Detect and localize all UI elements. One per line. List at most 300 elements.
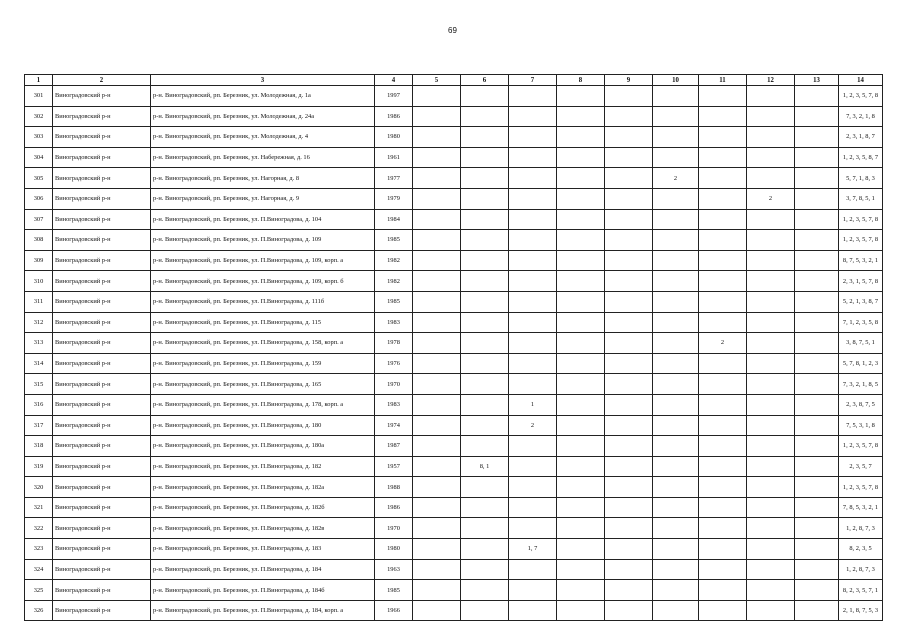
table-cell bbox=[413, 291, 461, 312]
table-cell bbox=[461, 374, 509, 395]
table-cell: 1, 2, 3, 5, 8, 7 bbox=[839, 147, 883, 168]
data-table bbox=[24, 74, 883, 621]
table-cell: Виноградовский р-н bbox=[53, 559, 151, 580]
table-cell: р-н. Виноградовский, рп. Березник, ул. П.Виноградова, д. 165 bbox=[151, 374, 375, 395]
table-cell bbox=[461, 477, 509, 498]
table-cell bbox=[605, 250, 653, 271]
table-cell bbox=[699, 477, 747, 498]
table-cell bbox=[413, 518, 461, 539]
table-cell bbox=[795, 539, 839, 560]
table-cell bbox=[653, 600, 699, 621]
table-cell bbox=[413, 230, 461, 251]
table-cell: 1984 bbox=[375, 209, 413, 230]
table-cell: р-н. Виноградовский, рп. Березник, ул. Нагорная, д. 8 bbox=[151, 168, 375, 189]
column-header: 6 bbox=[461, 75, 509, 86]
table-cell bbox=[605, 230, 653, 251]
column-header: 5 bbox=[413, 75, 461, 86]
table-cell bbox=[605, 415, 653, 436]
table-cell: 1966 bbox=[375, 600, 413, 621]
table-cell bbox=[557, 580, 605, 601]
table-cell bbox=[413, 497, 461, 518]
table-cell bbox=[461, 353, 509, 374]
table-cell bbox=[795, 209, 839, 230]
column-header: 9 bbox=[605, 75, 653, 86]
table-cell bbox=[461, 271, 509, 292]
table-cell bbox=[413, 86, 461, 107]
table-row bbox=[25, 456, 883, 477]
table-cell: р-н. Виноградовский, рп. Березник, ул. П.Виноградова, д. 180 bbox=[151, 415, 375, 436]
table-cell bbox=[653, 291, 699, 312]
table-cell: 2 bbox=[509, 415, 557, 436]
table-cell: 306 bbox=[25, 188, 53, 209]
table-cell: Виноградовский р-н bbox=[53, 230, 151, 251]
table-cell bbox=[747, 374, 795, 395]
table-cell bbox=[653, 518, 699, 539]
table-cell bbox=[795, 580, 839, 601]
table-cell bbox=[461, 188, 509, 209]
table-cell bbox=[747, 230, 795, 251]
table-cell bbox=[509, 312, 557, 333]
table-cell: Виноградовский р-н bbox=[53, 250, 151, 271]
table-cell: р-н. Виноградовский, рп. Березник, ул. П.Виноградова, д. 111б bbox=[151, 291, 375, 312]
table-cell bbox=[653, 580, 699, 601]
table-cell bbox=[747, 127, 795, 148]
table-cell: 1, 2, 8, 7, 3 bbox=[839, 518, 883, 539]
table-row bbox=[25, 436, 883, 457]
table-cell: 326 bbox=[25, 600, 53, 621]
table-cell bbox=[557, 147, 605, 168]
column-header: 8 bbox=[557, 75, 605, 86]
table-cell: 7, 3, 2, 1, 8 bbox=[839, 106, 883, 127]
table-cell bbox=[509, 518, 557, 539]
table-cell bbox=[653, 147, 699, 168]
table-cell bbox=[509, 106, 557, 127]
table-cell bbox=[461, 168, 509, 189]
column-header: 14 bbox=[839, 75, 883, 86]
table-cell bbox=[653, 374, 699, 395]
table-cell bbox=[509, 580, 557, 601]
table-cell bbox=[509, 168, 557, 189]
table-cell: 5, 7, 8, 1, 2, 3 bbox=[839, 353, 883, 374]
table-cell bbox=[461, 518, 509, 539]
table-cell: 1985 bbox=[375, 580, 413, 601]
table-cell: Виноградовский р-н bbox=[53, 497, 151, 518]
table-cell: 7, 8, 5, 3, 2, 1 bbox=[839, 497, 883, 518]
table-cell bbox=[605, 168, 653, 189]
table-cell bbox=[699, 600, 747, 621]
table-cell: 8, 2, 3, 5, 7, 1 bbox=[839, 580, 883, 601]
table-cell bbox=[699, 436, 747, 457]
table-cell bbox=[605, 127, 653, 148]
table-cell: Виноградовский р-н bbox=[53, 353, 151, 374]
table-cell: 1 bbox=[509, 394, 557, 415]
table-cell: р-н. Виноградовский, рп. Березник, ул. П.Виноградова, д. 115 bbox=[151, 312, 375, 333]
table-cell: 1985 bbox=[375, 230, 413, 251]
table-cell bbox=[699, 188, 747, 209]
table-cell bbox=[795, 353, 839, 374]
table-row bbox=[25, 600, 883, 621]
table-cell bbox=[699, 86, 747, 107]
table-cell bbox=[747, 394, 795, 415]
table-cell: р-н. Виноградовский, рп. Березник, ул. П.Виноградова, д. 178, корп. а bbox=[151, 394, 375, 415]
table-cell bbox=[795, 333, 839, 354]
table-cell: р-н. Виноградовский, рп. Березник, ул. Молодежная, д. 4 bbox=[151, 127, 375, 148]
table-cell bbox=[413, 456, 461, 477]
table-cell bbox=[605, 600, 653, 621]
table-cell bbox=[699, 168, 747, 189]
table-row bbox=[25, 188, 883, 209]
table-cell: 312 bbox=[25, 312, 53, 333]
table-cell bbox=[795, 394, 839, 415]
table-row bbox=[25, 106, 883, 127]
table-cell bbox=[509, 188, 557, 209]
table-cell: 307 bbox=[25, 209, 53, 230]
table-cell bbox=[461, 333, 509, 354]
table-cell bbox=[699, 559, 747, 580]
table-cell: 1997 bbox=[375, 86, 413, 107]
table-cell bbox=[557, 374, 605, 395]
table-cell: Виноградовский р-н bbox=[53, 518, 151, 539]
table-cell: Виноградовский р-н bbox=[53, 271, 151, 292]
table-cell bbox=[699, 497, 747, 518]
table-cell: 1970 bbox=[375, 518, 413, 539]
table-cell: 2, 3, 8, 7, 5 bbox=[839, 394, 883, 415]
table-cell bbox=[413, 600, 461, 621]
table-cell bbox=[509, 86, 557, 107]
table-cell bbox=[509, 353, 557, 374]
table-cell: р-н. Виноградовский, рп. Березник, ул. П.Виноградова, д. 159 bbox=[151, 353, 375, 374]
table-cell bbox=[653, 106, 699, 127]
table-cell bbox=[509, 209, 557, 230]
table-row bbox=[25, 415, 883, 436]
table-cell bbox=[747, 477, 795, 498]
table-cell bbox=[747, 497, 795, 518]
column-header: 1 bbox=[25, 75, 53, 86]
table-cell: р-н. Виноградовский, рп. Березник, ул. П.Виноградова, д. 184, корп. а bbox=[151, 600, 375, 621]
table-cell bbox=[747, 456, 795, 477]
table-cell bbox=[413, 477, 461, 498]
table-cell bbox=[653, 497, 699, 518]
table-cell: 317 bbox=[25, 415, 53, 436]
column-header: 11 bbox=[699, 75, 747, 86]
table-cell: 320 bbox=[25, 477, 53, 498]
table-cell bbox=[461, 86, 509, 107]
table-cell bbox=[605, 86, 653, 107]
table-cell: 2 bbox=[653, 168, 699, 189]
table-cell: Виноградовский р-н bbox=[53, 436, 151, 457]
table-cell: Виноградовский р-н bbox=[53, 127, 151, 148]
table-cell bbox=[605, 539, 653, 560]
table-cell bbox=[557, 477, 605, 498]
table-row bbox=[25, 127, 883, 148]
table-row bbox=[25, 374, 883, 395]
table-cell bbox=[605, 106, 653, 127]
table-cell: 322 bbox=[25, 518, 53, 539]
table-cell: 1, 2, 3, 5, 7, 8 bbox=[839, 230, 883, 251]
table-cell bbox=[413, 374, 461, 395]
table-cell bbox=[653, 86, 699, 107]
table-cell bbox=[653, 127, 699, 148]
table-cell: 2, 3, 1, 8, 7 bbox=[839, 127, 883, 148]
table-cell: 316 bbox=[25, 394, 53, 415]
table-row bbox=[25, 168, 883, 189]
table-cell bbox=[509, 477, 557, 498]
table-cell bbox=[557, 188, 605, 209]
table-cell bbox=[557, 456, 605, 477]
table-cell bbox=[653, 477, 699, 498]
table-cell bbox=[557, 127, 605, 148]
table-cell bbox=[605, 497, 653, 518]
table-cell: Виноградовский р-н bbox=[53, 374, 151, 395]
table-cell bbox=[795, 477, 839, 498]
table-cell: Виноградовский р-н bbox=[53, 86, 151, 107]
table-cell bbox=[557, 333, 605, 354]
table-cell: р-н. Виноградовский, рп. Березник, ул. П.Виноградова, д. 180а bbox=[151, 436, 375, 457]
table-row bbox=[25, 394, 883, 415]
table-cell bbox=[653, 436, 699, 457]
table-cell bbox=[605, 291, 653, 312]
table-cell: 1976 bbox=[375, 353, 413, 374]
table-cell: 325 bbox=[25, 580, 53, 601]
table-cell bbox=[699, 271, 747, 292]
table-row bbox=[25, 477, 883, 498]
table-cell bbox=[557, 312, 605, 333]
table-cell: 1, 2, 3, 5, 7, 8 bbox=[839, 436, 883, 457]
column-header: 12 bbox=[747, 75, 795, 86]
table-cell: 8, 2, 3, 5 bbox=[839, 539, 883, 560]
table-cell bbox=[795, 106, 839, 127]
table-cell bbox=[653, 250, 699, 271]
table-row bbox=[25, 497, 883, 518]
table-cell bbox=[605, 580, 653, 601]
table-cell: 1985 bbox=[375, 291, 413, 312]
table-cell bbox=[699, 230, 747, 251]
table-cell bbox=[509, 497, 557, 518]
table-cell bbox=[747, 291, 795, 312]
table-cell bbox=[413, 415, 461, 436]
table-row bbox=[25, 291, 883, 312]
table-cell bbox=[653, 394, 699, 415]
table-cell bbox=[653, 333, 699, 354]
table-cell bbox=[605, 312, 653, 333]
table-cell bbox=[413, 188, 461, 209]
table-cell bbox=[699, 456, 747, 477]
table-cell bbox=[605, 147, 653, 168]
table-cell bbox=[795, 188, 839, 209]
table-row bbox=[25, 353, 883, 374]
table-cell: 1974 bbox=[375, 415, 413, 436]
table-cell bbox=[747, 559, 795, 580]
table-cell: р-н. Виноградовский, рп. Березник, ул. П.Виноградова, д. 184 bbox=[151, 559, 375, 580]
table-cell bbox=[509, 559, 557, 580]
table-cell: 318 bbox=[25, 436, 53, 457]
table-cell: 305 bbox=[25, 168, 53, 189]
table-cell: 314 bbox=[25, 353, 53, 374]
table-cell bbox=[557, 559, 605, 580]
table-cell: 1988 bbox=[375, 477, 413, 498]
table-cell: 8, 7, 5, 3, 2, 1 bbox=[839, 250, 883, 271]
table-cell bbox=[747, 333, 795, 354]
table-cell bbox=[653, 312, 699, 333]
table-cell bbox=[653, 271, 699, 292]
table-cell: 3, 8, 7, 5, 1 bbox=[839, 333, 883, 354]
table-cell bbox=[653, 353, 699, 374]
table-cell bbox=[605, 436, 653, 457]
table-cell bbox=[795, 291, 839, 312]
table-cell bbox=[747, 271, 795, 292]
column-header: 13 bbox=[795, 75, 839, 86]
table-cell bbox=[747, 415, 795, 436]
table-cell bbox=[605, 353, 653, 374]
table-cell bbox=[605, 271, 653, 292]
table-cell bbox=[605, 518, 653, 539]
table-cell bbox=[461, 147, 509, 168]
table-cell: 323 bbox=[25, 539, 53, 560]
table-cell bbox=[509, 291, 557, 312]
table-cell: Виноградовский р-н bbox=[53, 147, 151, 168]
table-cell bbox=[557, 436, 605, 457]
table-cell bbox=[699, 374, 747, 395]
table-cell: 1986 bbox=[375, 106, 413, 127]
table-cell: 7, 5, 3, 1, 8 bbox=[839, 415, 883, 436]
table-cell bbox=[747, 518, 795, 539]
table-cell bbox=[605, 559, 653, 580]
table-cell: 1979 bbox=[375, 188, 413, 209]
table-row bbox=[25, 271, 883, 292]
table-cell: р-н. Виноградовский, рп. Березник, ул. П.Виноградова, д. 182а bbox=[151, 477, 375, 498]
table-cell bbox=[699, 394, 747, 415]
column-header: 3 bbox=[151, 75, 375, 86]
table-cell bbox=[747, 539, 795, 560]
table-cell bbox=[795, 147, 839, 168]
table-cell bbox=[699, 539, 747, 560]
table-cell bbox=[653, 539, 699, 560]
table-cell: 301 bbox=[25, 86, 53, 107]
table-cell: 2 bbox=[699, 333, 747, 354]
table-cell bbox=[747, 168, 795, 189]
table-cell bbox=[699, 518, 747, 539]
table-cell bbox=[605, 188, 653, 209]
table-cell bbox=[795, 518, 839, 539]
table-cell bbox=[413, 436, 461, 457]
table-cell bbox=[557, 518, 605, 539]
table-header-row bbox=[25, 75, 883, 86]
table-cell bbox=[747, 209, 795, 230]
table-cell: р-н. Виноградовский, рп. Березник, ул. П.Виноградова, д. 182 bbox=[151, 456, 375, 477]
table-cell: 1987 bbox=[375, 436, 413, 457]
table-cell bbox=[699, 127, 747, 148]
table-row bbox=[25, 518, 883, 539]
table-cell bbox=[747, 312, 795, 333]
table-cell bbox=[795, 456, 839, 477]
table-row bbox=[25, 312, 883, 333]
table-cell: 313 bbox=[25, 333, 53, 354]
table-cell bbox=[461, 291, 509, 312]
table-cell: 7, 1, 2, 3, 5, 8 bbox=[839, 312, 883, 333]
table-cell: Виноградовский р-н bbox=[53, 477, 151, 498]
table-cell bbox=[557, 86, 605, 107]
table-cell: р-н. Виноградовский, рп. Березник, ул. Молодежная, д. 24а bbox=[151, 106, 375, 127]
table-cell bbox=[605, 477, 653, 498]
table-cell: 1977 bbox=[375, 168, 413, 189]
table-cell: р-н. Виноградовский, рп. Березник, ул. П.Виноградова, д. 182в bbox=[151, 518, 375, 539]
table-cell: 310 bbox=[25, 271, 53, 292]
table-cell bbox=[653, 230, 699, 251]
table-cell: 1970 bbox=[375, 374, 413, 395]
table-cell: 1, 2, 3, 5, 7, 8 bbox=[839, 477, 883, 498]
table-cell bbox=[795, 312, 839, 333]
table-cell bbox=[461, 230, 509, 251]
table-cell bbox=[557, 230, 605, 251]
table-cell: 2, 3, 5, 7 bbox=[839, 456, 883, 477]
table-cell bbox=[795, 230, 839, 251]
table-cell bbox=[413, 271, 461, 292]
table-cell bbox=[509, 127, 557, 148]
table-cell bbox=[795, 559, 839, 580]
table-cell bbox=[461, 497, 509, 518]
table-cell bbox=[461, 580, 509, 601]
table-cell bbox=[747, 580, 795, 601]
table-body bbox=[25, 86, 883, 621]
table-cell bbox=[795, 271, 839, 292]
table-cell bbox=[461, 415, 509, 436]
table-cell bbox=[605, 209, 653, 230]
table-row bbox=[25, 230, 883, 251]
table-row bbox=[25, 559, 883, 580]
table-cell bbox=[747, 600, 795, 621]
table-cell bbox=[795, 86, 839, 107]
table-cell bbox=[605, 394, 653, 415]
table-cell: р-н. Виноградовский, рп. Березник, ул. Молодежная, д. 1а bbox=[151, 86, 375, 107]
table-cell: 309 bbox=[25, 250, 53, 271]
table-cell bbox=[795, 415, 839, 436]
table-cell bbox=[413, 106, 461, 127]
table-cell: Виноградовский р-н bbox=[53, 168, 151, 189]
table-cell bbox=[509, 230, 557, 251]
table-cell bbox=[699, 209, 747, 230]
table-cell: 5, 2, 1, 3, 8, 7 bbox=[839, 291, 883, 312]
table-cell: 1980 bbox=[375, 539, 413, 560]
table-cell bbox=[461, 436, 509, 457]
table-cell bbox=[413, 333, 461, 354]
table-cell bbox=[699, 353, 747, 374]
table-cell bbox=[509, 374, 557, 395]
table-cell bbox=[795, 374, 839, 395]
table-cell: 1963 bbox=[375, 559, 413, 580]
table-cell: р-н. Виноградовский, рп. Березник, ул. П.Виноградова, д. 182б bbox=[151, 497, 375, 518]
table-cell: 311 bbox=[25, 291, 53, 312]
table-cell: 1961 bbox=[375, 147, 413, 168]
table-cell: 1983 bbox=[375, 312, 413, 333]
column-header: 10 bbox=[653, 75, 699, 86]
table-cell: Виноградовский р-н bbox=[53, 312, 151, 333]
table-cell: 324 bbox=[25, 559, 53, 580]
table-cell bbox=[747, 106, 795, 127]
table-row bbox=[25, 86, 883, 107]
table-cell bbox=[557, 353, 605, 374]
table-cell: 1957 bbox=[375, 456, 413, 477]
table-cell bbox=[413, 353, 461, 374]
table-cell: Виноградовский р-н bbox=[53, 539, 151, 560]
table-cell bbox=[557, 106, 605, 127]
table-cell bbox=[413, 209, 461, 230]
table-cell: Виноградовский р-н bbox=[53, 394, 151, 415]
column-header: 4 bbox=[375, 75, 413, 86]
column-header: 7 bbox=[509, 75, 557, 86]
table-cell bbox=[461, 250, 509, 271]
table-cell: р-н. Виноградовский, рп. Березник, ул. П.Виноградова, д. 109, корп. а bbox=[151, 250, 375, 271]
table-cell: 1983 bbox=[375, 394, 413, 415]
